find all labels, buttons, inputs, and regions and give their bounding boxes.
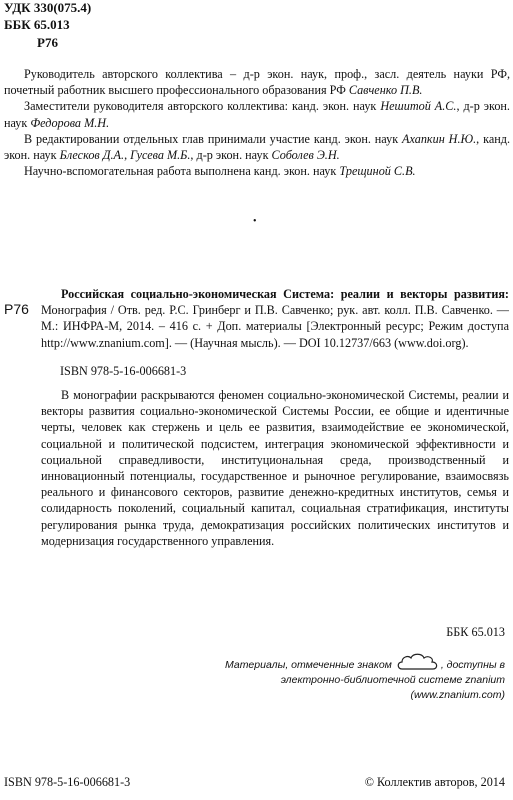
card-isbn: ISBN 978-5-16-006681-3 [60,364,187,378]
book-title: Российская социально-экономическая Система: реалии и векторы развития: [61,287,509,301]
copyright-notice: © Коллектив авторов, 2014 [364,775,505,789]
abstract-paragraph: В монографии раскрываются феномен социально-экономической Системы, реалии и векторы развития социально-экономической Системы России, ее общие и идентичные черты, человек как стержень и цель ее развития, взаимодействие ее экономической, социальной и политической подсистем, интеграция экономической эффективности и социальной справедливости, институциональная среда, производственный и инновационный потенциалы, государственное и рыночное регулирование, взаимосвязь реального и финансового секторов, развитие денежно-кредитных институтов, семья и солидарность поколений, социальный капитал, социальная стратификация, институты регулирования рынка труда, демократизация российских политических институтов и модернизация государственного управления. [41,388,509,548]
note-line-1: Материалы, отмеченные знаком , доступны в [185,652,505,673]
separator-dot: • [253,216,257,227]
assist-paragraph: Научно-вспомогательная работа выполнена канд. экон. наук Трещиной С.В. [24,164,416,179]
editor-name: Соболев Э.Н. [271,148,340,163]
lead-author-paragraph: Руководитель авторского коллектива – д-р экон. наук, проф., засл. деятель науки РФ, почетный работник высшего профессионального образования РФ Савченко П.В. [4,67,510,98]
author-mark-code: Р76 [37,35,58,50]
card-author-mark: Р76 [4,301,29,317]
note-line-2: электронно-библиотечной системе znanium [280,674,505,686]
catalogue-card [41,286,509,351]
udk-code: УДК 330(075.4) [4,0,92,15]
bibliographic-details: Монография / Отв. ред. Р.С. Гринберг и П.В. Савченко; рук. авт. колл. П.В. Савченко. — М.: ИНФРА-М, 2014. – 416 с. + Доп. материалы [Электронный ресурс; Режим доступа http://www.znanium.com]. — (Научная мысль). — DOI 10.12737/663 (www.doi.org). [41,303,509,350]
deputies-paragraph: Заместители руководителя авторского коллектива: канд. экон. наук Нешитой А.С., д-р экон. наук Федорова М.Н. [4,99,510,130]
assistant-name: Трещиной С.В. [339,164,416,179]
cloud-icon [396,652,440,672]
editor-name: Гусева М.Б. [130,148,191,163]
note-line-3: (www.znanium.com) [410,689,505,701]
editor-name: Ахапкин Н.Ю. [402,131,477,146]
bibliographic-entry [41,286,509,351]
editors-paragraph: В редактировании отдельных глав принимали участие канд. экон. наук Ахапкин Н.Ю., канд. экон. наук Блесков Д.А., Гусева М.Б., д-р экон. наук Соболев Э.Н. [4,131,511,163]
card-bbk: ББК 65.013 [446,625,505,639]
bbk-code: ББК 65.013 [4,17,70,32]
editor-name: Блесков Д.А. [59,148,125,163]
deputy-name: Федорова М.Н. [30,115,110,130]
footer-isbn: ISBN 978-5-16-006681-3 [4,775,131,789]
authors-block [4,66,510,179]
lead-author-name: Савченко П.В. [348,83,423,98]
electronic-resource-note [185,652,505,703]
deputy-name: Нешитой А.С. [380,99,457,114]
